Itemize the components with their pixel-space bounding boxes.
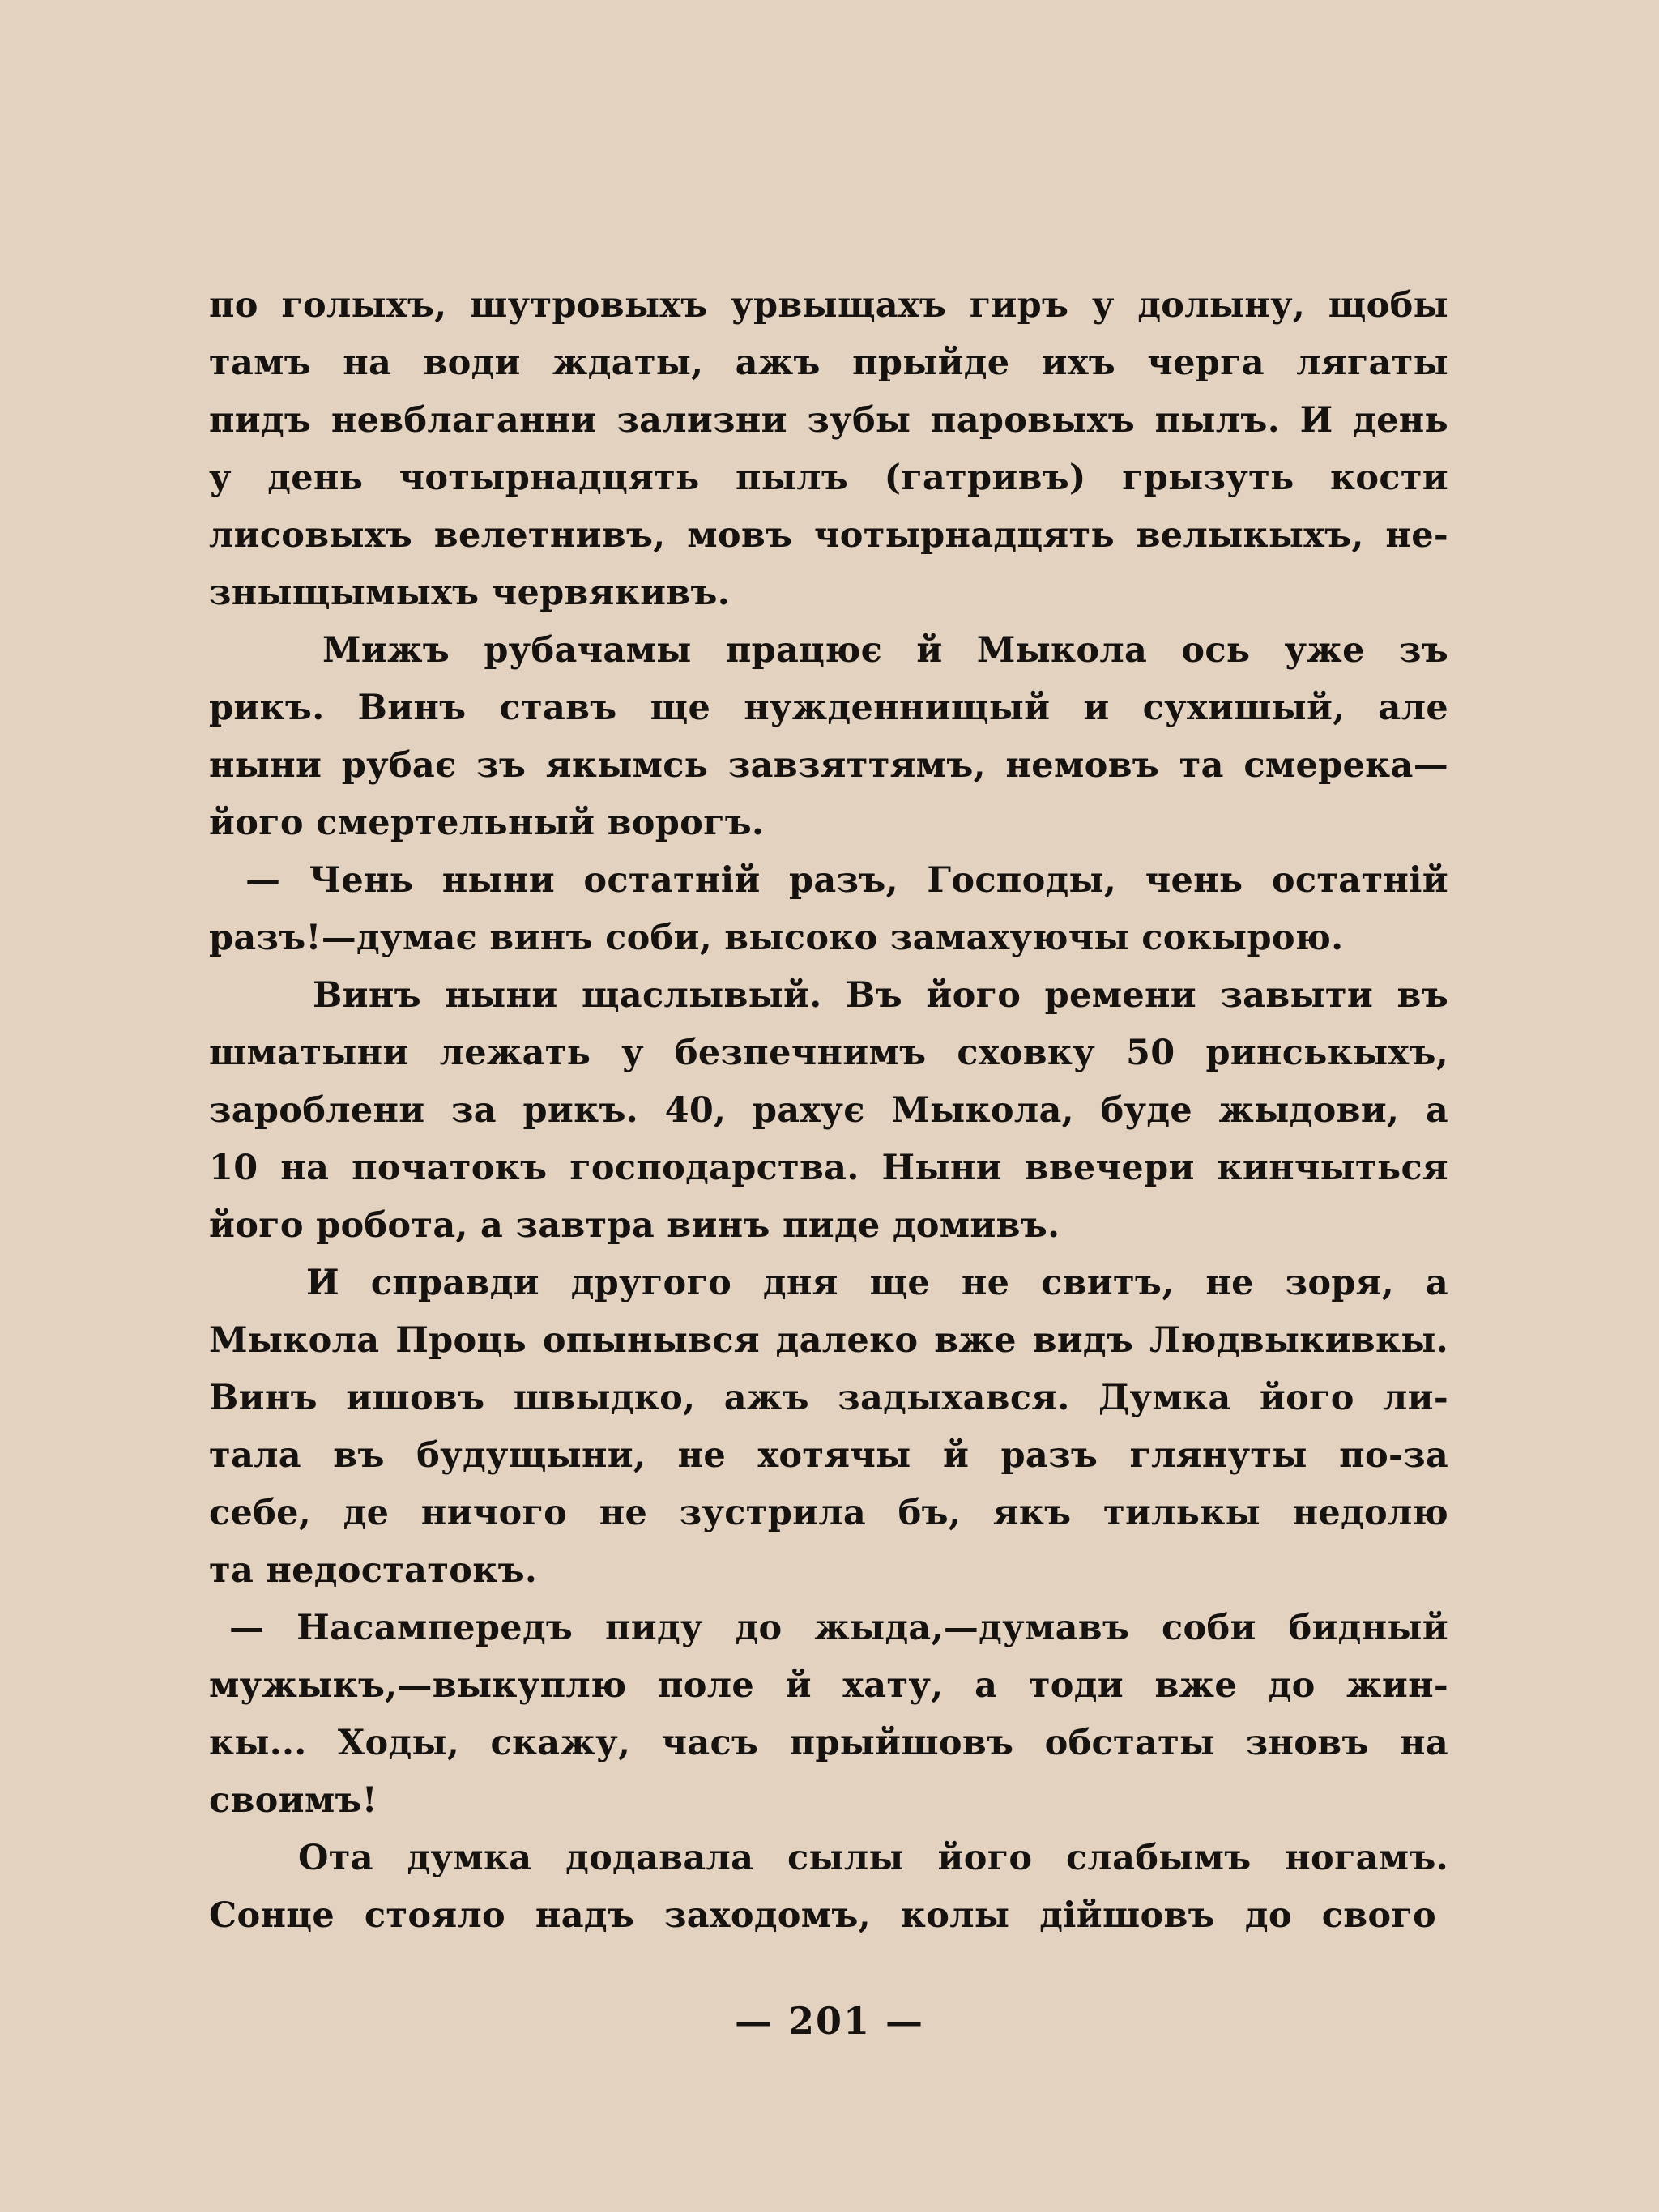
dialogue-line: — Насампередъ пиду до жыда,—думавъ соби бидный xyxy=(229,1608,1448,1648)
paragraph-first-line: Мижъ рубачамы працює й Мыкола ось уже зъ xyxy=(322,630,1448,671)
text-line: зныщымыхъ червякивъ. xyxy=(209,573,731,613)
paragraph-first-line: И справди другого дня ще не свитъ, не зоря, а xyxy=(306,1263,1448,1303)
text-line: 10 на початокъ господарства. Ныни ввечери кинчыться xyxy=(209,1148,1448,1188)
text-line: ныни рубає зъ якымсь завзяттямъ, немовъ та смерека— xyxy=(209,745,1448,786)
text-line: разъ!—думає винъ соби, высоко замахуючы сокырою. xyxy=(209,918,1344,958)
page-number: — 201 — xyxy=(734,1999,925,2043)
text-line: себе, де ничого не зустрила бъ, якъ тилькы недолю xyxy=(209,1493,1448,1533)
text-line: його смертельный ворогъ. xyxy=(209,803,765,843)
text-line: та недостатокъ. xyxy=(209,1550,538,1591)
paragraph-first-line: Винъ ныни щаслывый. Въ його ремени завыти въ xyxy=(313,975,1448,1016)
text-line: у день чотырнадцять пылъ (гатривъ) грызуть кости xyxy=(209,458,1448,498)
text-line: Мыкола Проць опынывся далеко вже видъ Людвыкивкы. xyxy=(209,1320,1448,1361)
text-line: Сонце стояло надъ заходомъ, колы дійшовъ до свого xyxy=(209,1895,1436,1936)
text-line: зароблени за рикъ. 40, рахує Мыкола, буде жыдови, а xyxy=(209,1090,1448,1131)
text-line: своимъ! xyxy=(209,1780,377,1821)
text-line: його робота, а завтра винъ пиде домивъ. xyxy=(209,1205,1060,1246)
text-line: шматыни лежать у безпечнимъ сховку 50 ринськыхъ, xyxy=(209,1033,1448,1073)
text-line: по голыхъ, шутровыхъ урвыщахъ гиръ у долыну, щобы xyxy=(209,285,1448,326)
text-line: тамъ на води ждаты, ажъ прыйде ихъ черга лягаты xyxy=(209,343,1448,383)
text-line: лисовыхъ велетнивъ, мовъ чотырнадцять велыкыхъ, не- xyxy=(209,515,1448,556)
dialogue-line: — Чень ныни остатній разъ, Господы, чень остатній xyxy=(245,860,1448,901)
text-line: тала въ будущыни, не хотячы й разъ глянуты по-за xyxy=(209,1435,1448,1476)
text-line: Винъ ишовъ швыдко, ажъ задыхався. Думка його ли- xyxy=(209,1378,1448,1418)
text-line: мужыкъ,—выкуплю поле й хату, а тоди вже до жин- xyxy=(209,1665,1448,1706)
text-line: пидъ невблаганни зализни зубы паровыхъ пылъ. И день xyxy=(209,400,1448,441)
paragraph-first-line: Ота думка додавала сылы його слабымъ ногамъ. xyxy=(298,1838,1448,1878)
text-line: кы... Ходы, скажу, часъ прыйшовъ обстаты зновъ на xyxy=(209,1723,1448,1763)
text-line: рикъ. Винъ ставъ ще нужденнищый и сухишый, але xyxy=(209,688,1448,728)
